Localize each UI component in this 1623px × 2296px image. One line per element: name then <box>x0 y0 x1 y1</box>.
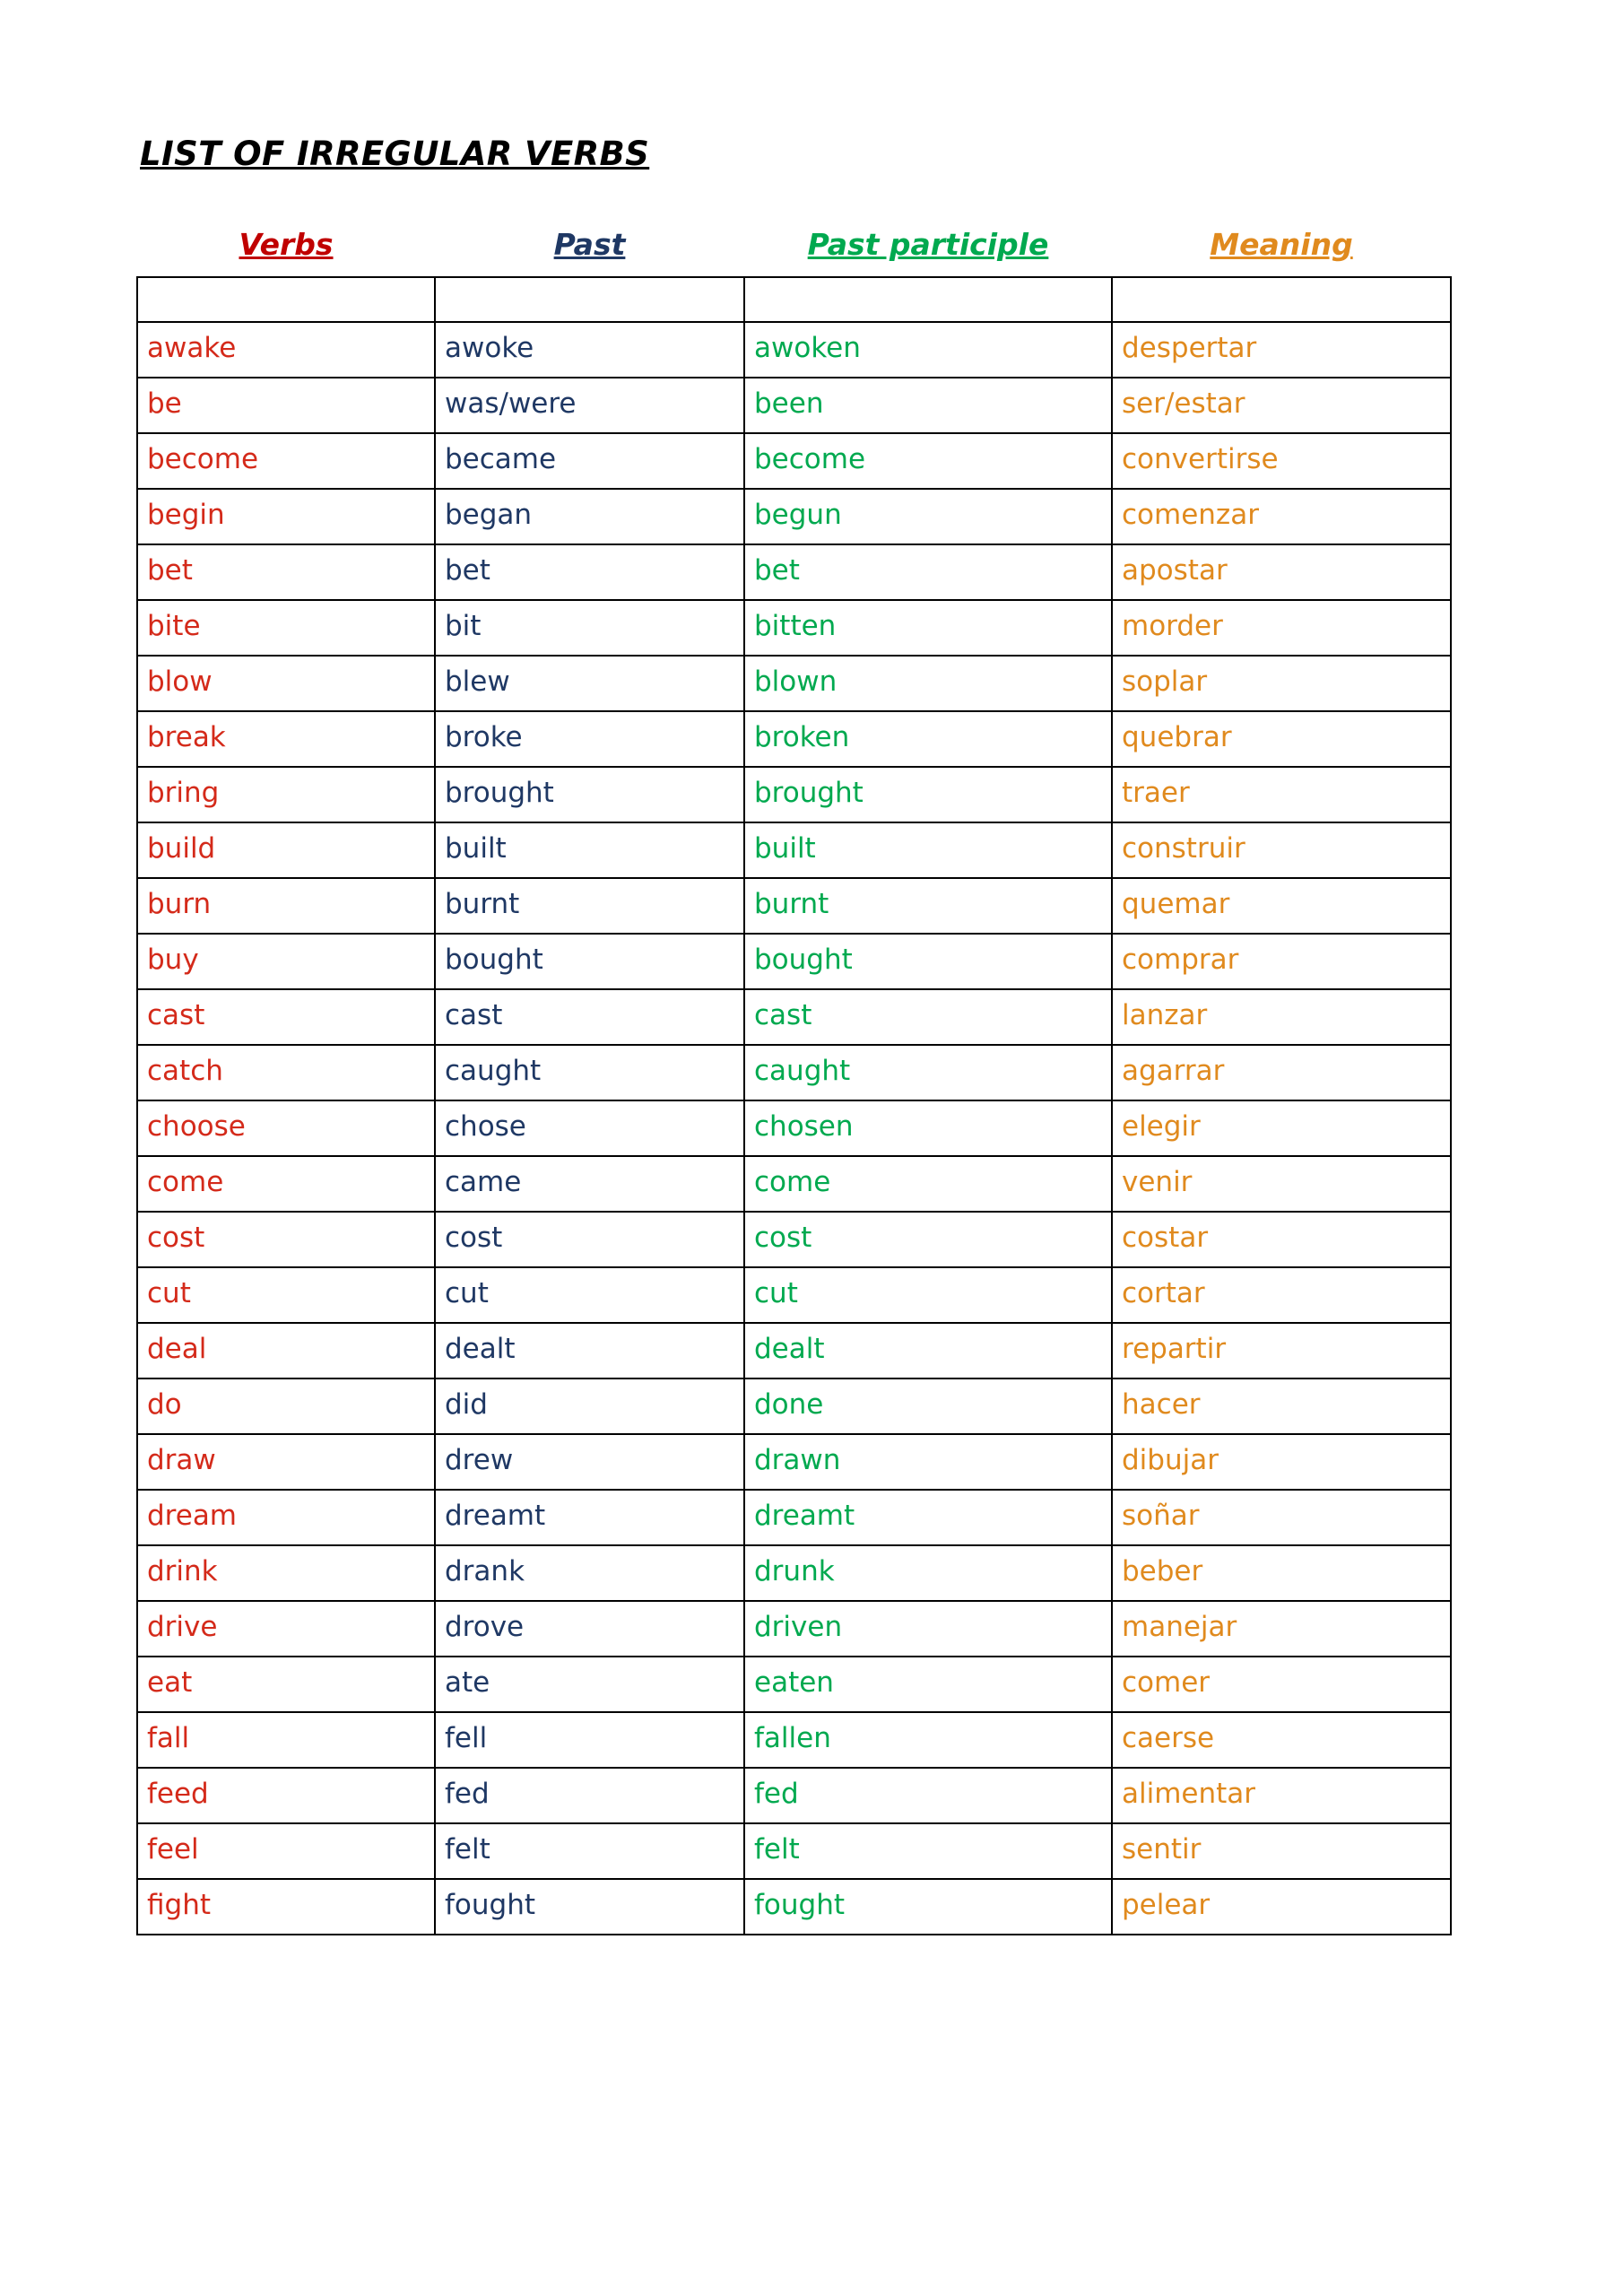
table-row <box>137 878 1451 934</box>
table-row <box>137 1657 1451 1712</box>
cell-verb: come <box>137 1156 435 1212</box>
cell-meaning: apostar <box>1112 544 1451 600</box>
table-row <box>137 934 1451 989</box>
cell-past: blew <box>435 656 744 711</box>
table-row <box>137 1212 1451 1267</box>
cell-meaning: repartir <box>1112 1323 1451 1378</box>
cell-meaning: ser/estar <box>1112 378 1451 433</box>
cell-verb: bet <box>137 544 435 600</box>
cell-past-participle: built <box>744 822 1112 878</box>
cell-past-participle: felt <box>744 1823 1112 1879</box>
table-row <box>137 489 1451 544</box>
table-row <box>137 1156 1451 1212</box>
cell-meaning: sentir <box>1112 1823 1451 1879</box>
cell-past-participle: come <box>744 1156 1112 1212</box>
cell-past: burnt <box>435 878 744 934</box>
cell-meaning <box>1112 277 1451 322</box>
cell-verb: fall <box>137 1712 435 1768</box>
cell-verb: buy <box>137 934 435 989</box>
cell-past: bit <box>435 600 744 656</box>
cell-verb: break <box>137 711 435 767</box>
cell-meaning: comprar <box>1112 934 1451 989</box>
cell-verb: deal <box>137 1323 435 1378</box>
cell-verb: bring <box>137 767 435 822</box>
cell-past: cut <box>435 1267 744 1323</box>
cell-verb: cost <box>137 1212 435 1267</box>
cell-verb: cut <box>137 1267 435 1323</box>
cell-verb: be <box>137 378 435 433</box>
cell-past: bought <box>435 934 744 989</box>
cell-verb: choose <box>137 1100 435 1156</box>
cell-meaning: construir <box>1112 822 1451 878</box>
cell-past-participle: begun <box>744 489 1112 544</box>
cell-past-participle: driven <box>744 1601 1112 1657</box>
table-row <box>137 544 1451 600</box>
cell-past-participle: become <box>744 433 1112 489</box>
cell-meaning: costar <box>1112 1212 1451 1267</box>
table-body <box>137 277 1451 1935</box>
cell-past: became <box>435 433 744 489</box>
table-row <box>137 711 1451 767</box>
cell-past-participle: broken <box>744 711 1112 767</box>
cell-past: dealt <box>435 1323 744 1378</box>
cell-past-participle: dealt <box>744 1323 1112 1378</box>
cell-verb: fight <box>137 1879 435 1935</box>
cell-verb: begin <box>137 489 435 544</box>
cell-past: chose <box>435 1100 744 1156</box>
cell-past: built <box>435 822 744 878</box>
table-row <box>137 1045 1451 1100</box>
cell-past: drew <box>435 1434 744 1490</box>
cell-verb: blow <box>137 656 435 711</box>
cell-verb: drive <box>137 1601 435 1657</box>
cell-meaning: hacer <box>1112 1378 1451 1434</box>
cell-past: was/were <box>435 378 744 433</box>
cell-past <box>435 277 744 322</box>
cell-verb: eat <box>137 1657 435 1712</box>
cell-past: caught <box>435 1045 744 1100</box>
cell-past: awoke <box>435 322 744 378</box>
cell-verb: feel <box>137 1823 435 1879</box>
cell-past-participle: burnt <box>744 878 1112 934</box>
table-row <box>137 822 1451 878</box>
cell-past: came <box>435 1156 744 1212</box>
cell-past-participle: awoken <box>744 322 1112 378</box>
table-row <box>137 1378 1451 1434</box>
irregular-verbs-table <box>136 227 1452 1935</box>
cell-meaning: agarrar <box>1112 1045 1451 1100</box>
cell-past-participle: fed <box>744 1768 1112 1823</box>
table-row <box>137 1434 1451 1490</box>
cell-meaning: beber <box>1112 1545 1451 1601</box>
cell-meaning: lanzar <box>1112 989 1451 1045</box>
cell-meaning: venir <box>1112 1156 1451 1212</box>
cell-verb: become <box>137 433 435 489</box>
cell-past-participle: bet <box>744 544 1112 600</box>
cell-meaning: manejar <box>1112 1601 1451 1657</box>
table-row <box>137 1879 1451 1935</box>
cell-meaning: caerse <box>1112 1712 1451 1768</box>
table-row <box>137 1823 1451 1879</box>
column-header-verbs: Verbs <box>239 227 334 262</box>
table-row <box>137 767 1451 822</box>
table-row <box>137 1267 1451 1323</box>
column-header-past-participle: Past participle <box>807 227 1049 262</box>
cell-past-participle: cast <box>744 989 1112 1045</box>
cell-verb: bite <box>137 600 435 656</box>
cell-past-participle: drunk <box>744 1545 1112 1601</box>
cell-meaning: comer <box>1112 1657 1451 1712</box>
table-header-row <box>137 227 1451 277</box>
cell-past-participle: bought <box>744 934 1112 989</box>
cell-past: drank <box>435 1545 744 1601</box>
cell-past-participle: dreamt <box>744 1490 1112 1545</box>
cell-verb: catch <box>137 1045 435 1100</box>
column-header-meaning: Meaning <box>1210 227 1353 262</box>
cell-past: broke <box>435 711 744 767</box>
cell-past-participle: fallen <box>744 1712 1112 1768</box>
cell-meaning: soplar <box>1112 656 1451 711</box>
cell-verb: drink <box>137 1545 435 1601</box>
cell-verb: do <box>137 1378 435 1434</box>
column-header-past: Past <box>553 227 626 262</box>
cell-meaning: comenzar <box>1112 489 1451 544</box>
cell-past: drove <box>435 1601 744 1657</box>
cell-meaning: dibujar <box>1112 1434 1451 1490</box>
cell-meaning: cortar <box>1112 1267 1451 1323</box>
table-row <box>137 378 1451 433</box>
cell-meaning: quebrar <box>1112 711 1451 767</box>
cell-past: cost <box>435 1212 744 1267</box>
cell-past: did <box>435 1378 744 1434</box>
table-row <box>137 1712 1451 1768</box>
cell-meaning: morder <box>1112 600 1451 656</box>
cell-past-participle: bitten <box>744 600 1112 656</box>
cell-verb: feed <box>137 1768 435 1823</box>
cell-past-participle: blown <box>744 656 1112 711</box>
cell-past-participle: fought <box>744 1879 1112 1935</box>
cell-past: cast <box>435 989 744 1045</box>
cell-meaning: despertar <box>1112 322 1451 378</box>
cell-past: brought <box>435 767 744 822</box>
cell-meaning: elegir <box>1112 1100 1451 1156</box>
cell-verb: cast <box>137 989 435 1045</box>
cell-meaning: convertirse <box>1112 433 1451 489</box>
cell-meaning: traer <box>1112 767 1451 822</box>
cell-meaning: alimentar <box>1112 1768 1451 1823</box>
cell-past-participle: chosen <box>744 1100 1112 1156</box>
cell-meaning: soñar <box>1112 1490 1451 1545</box>
cell-past-participle: done <box>744 1378 1112 1434</box>
cell-verb: burn <box>137 878 435 934</box>
table-row <box>137 433 1451 489</box>
cell-past-participle: cost <box>744 1212 1112 1267</box>
cell-past-participle: caught <box>744 1045 1112 1100</box>
cell-past: began <box>435 489 744 544</box>
cell-past-participle: drawn <box>744 1434 1112 1490</box>
cell-past: fed <box>435 1768 744 1823</box>
cell-verb: build <box>137 822 435 878</box>
table-row-empty <box>137 277 1451 322</box>
table-row <box>137 1545 1451 1601</box>
cell-past-participle <box>744 277 1112 322</box>
table-row <box>137 1601 1451 1657</box>
cell-meaning: pelear <box>1112 1879 1451 1935</box>
cell-past-participle: brought <box>744 767 1112 822</box>
table-row <box>137 1100 1451 1156</box>
cell-verb: dream <box>137 1490 435 1545</box>
cell-past-participle: eaten <box>744 1657 1112 1712</box>
table-row <box>137 1768 1451 1823</box>
table-row <box>137 600 1451 656</box>
cell-past: bet <box>435 544 744 600</box>
cell-past: felt <box>435 1823 744 1879</box>
cell-past: dreamt <box>435 1490 744 1545</box>
cell-past-participle: been <box>744 378 1112 433</box>
table-row <box>137 322 1451 378</box>
cell-verb <box>137 277 435 322</box>
table-row <box>137 1490 1451 1545</box>
cell-past: fell <box>435 1712 744 1768</box>
table-row <box>137 656 1451 711</box>
cell-verb: awake <box>137 322 435 378</box>
cell-past: fought <box>435 1879 744 1935</box>
table-row <box>137 1323 1451 1378</box>
cell-past: ate <box>435 1657 744 1712</box>
table-row <box>137 989 1451 1045</box>
cell-meaning: quemar <box>1112 878 1451 934</box>
cell-verb: draw <box>137 1434 435 1490</box>
page-title: LIST OF IRREGULAR VERBS <box>140 135 650 173</box>
cell-past-participle: cut <box>744 1267 1112 1323</box>
